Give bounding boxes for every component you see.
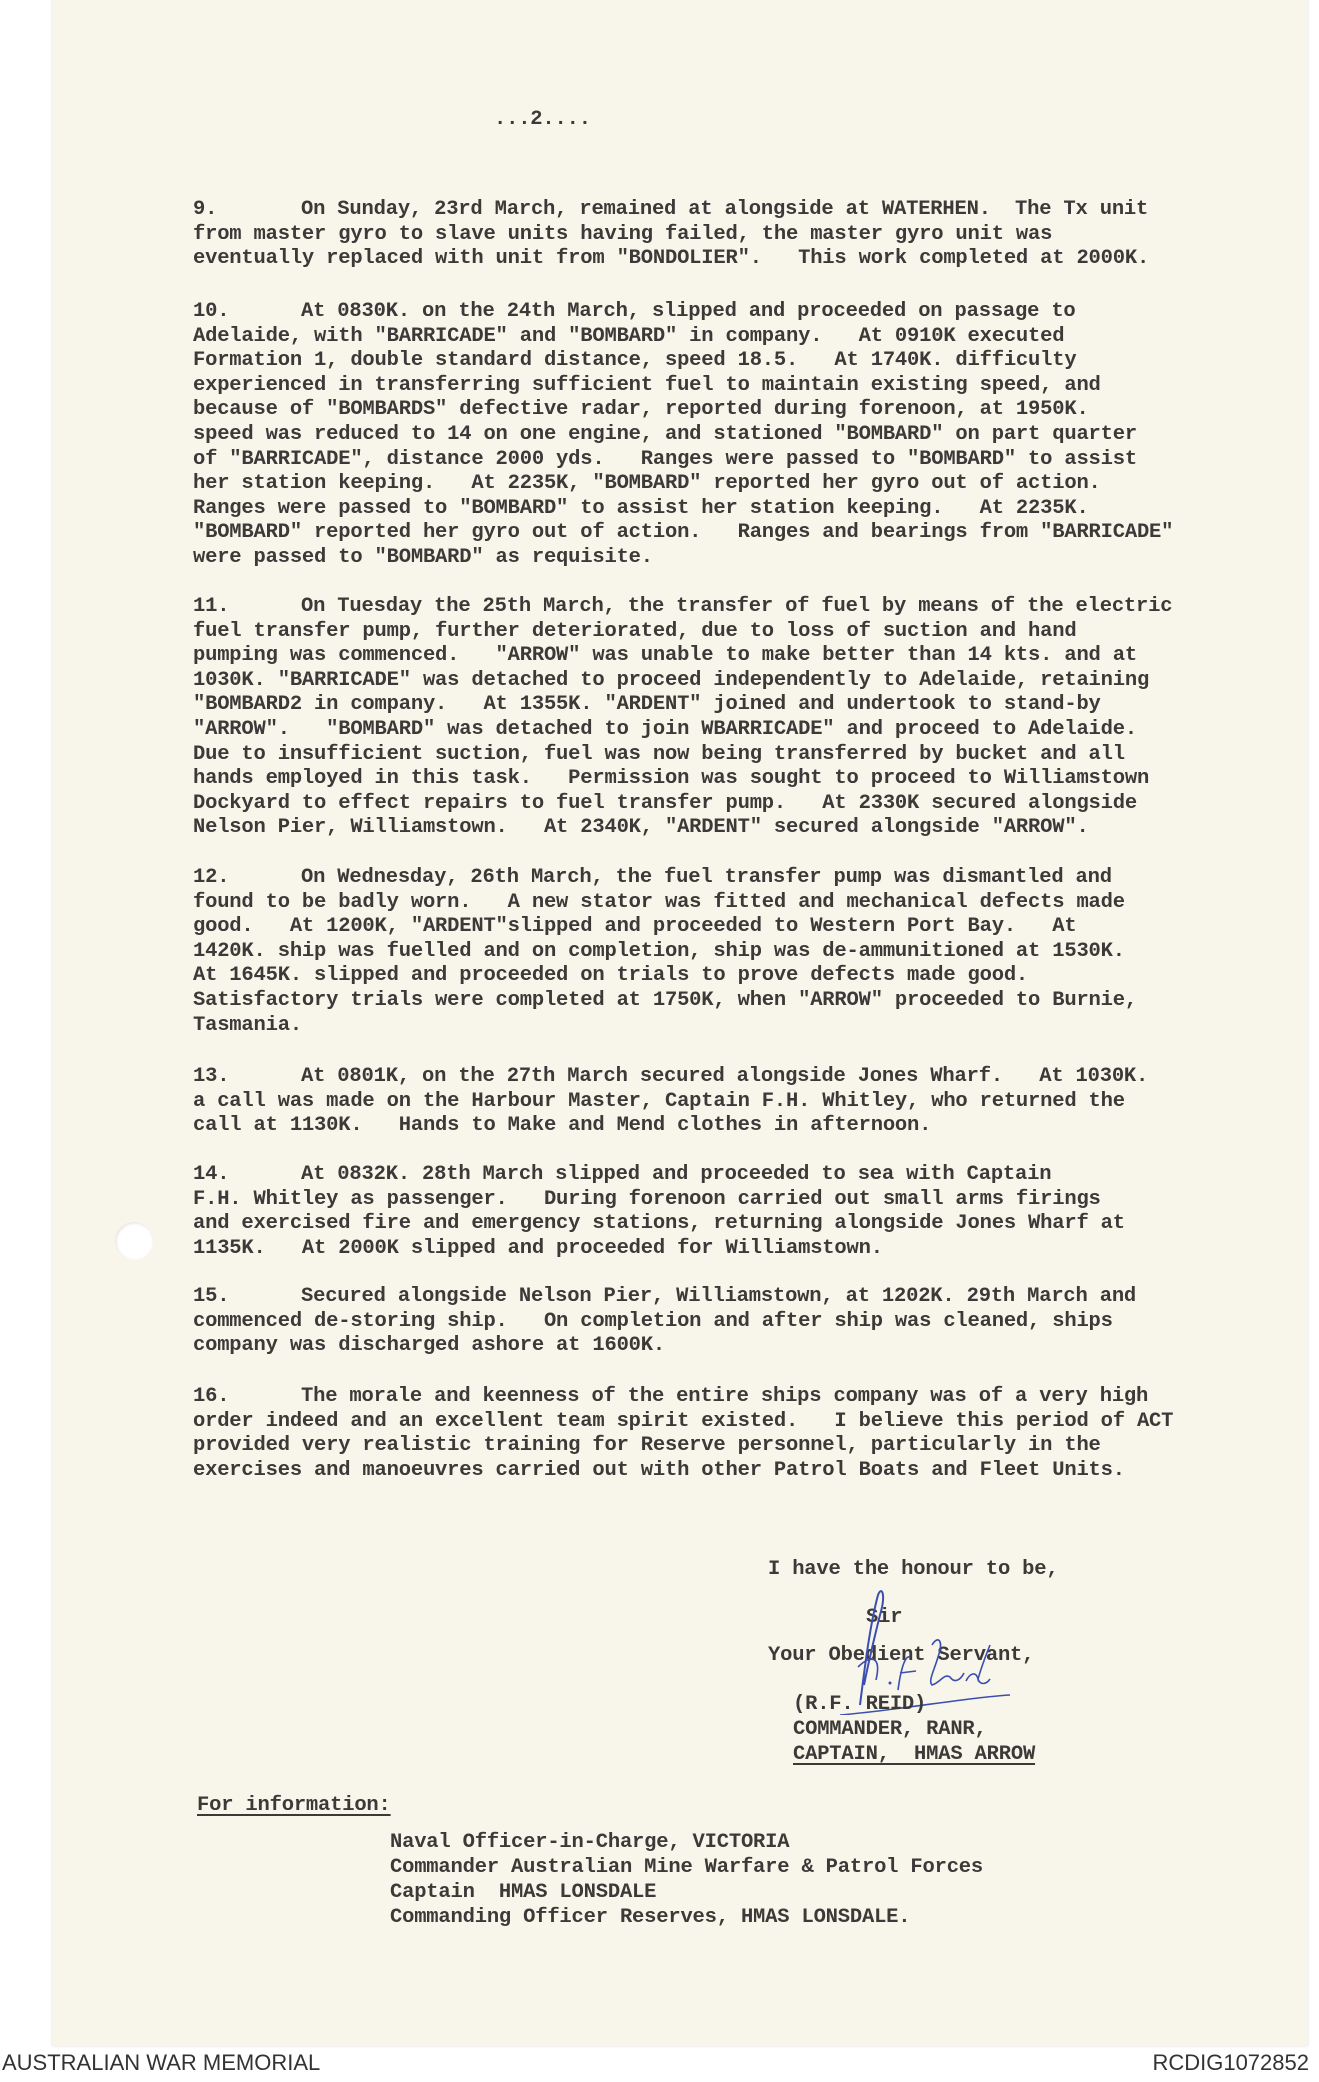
paragraph-line: pumping was commenced. "ARROW" was unable to make better than 14 kts. and at [193, 644, 1137, 668]
paragraph-10 [193, 300, 1173, 571]
paragraph-line: "BOMBARD2 in company. At 1355K. "ARDENT" joined and undertook to stand-by [193, 693, 1101, 717]
paragraph-line: found to be badly worn. A new stator was fitted and mechanical defects made [193, 890, 1125, 914]
paragraph-number: 11. [193, 595, 230, 618]
paragraph-12 [193, 866, 1137, 1038]
signatory-position: CAPTAIN, HMAS ARROW [793, 1743, 1036, 1766]
paragraph-line: fuel transfer pump, further deteriorated, due to loss of suction and hand [193, 619, 1077, 643]
paragraph-line: good. At 1200K, "ARDENT"slipped and proceeded to Western Port Bay. At [193, 915, 1077, 939]
paragraph-line: Formation 1, double standard distance, speed 18.5. At 1740K. difficulty [193, 349, 1077, 373]
paragraph-line: Adelaide, with "BARRICADE" and "BOMBARD" in company. At 0910K executed [193, 324, 1065, 348]
distribution-heading: For information: [197, 1794, 391, 1817]
paragraph-line: commenced de-storing ship. On completion and after ship was cleaned, ships [193, 1309, 1113, 1333]
paragraph-line [193, 866, 1137, 891]
distribution-recipient: Naval Officer-in-Charge, VICTORIA [390, 1831, 790, 1854]
paragraph-line: 1135K. At 2000K slipped and proceeded for Williamstown. [193, 1236, 883, 1260]
closing-sir: Sir [866, 1606, 903, 1629]
distribution-recipient: Commanding Officer Reserves, HMAS LONSDALE. [390, 1906, 911, 1929]
paragraph-line: a call was made on the Harbour Master, Captain F.H. Whitley, who returned the [193, 1089, 1125, 1113]
paragraph-line: F.H. Whitley as passenger. During forenoon carried out small arms firings [193, 1187, 1101, 1211]
paragraph-13 [193, 1065, 1148, 1139]
paragraph-line: 1420K. ship was fuelled and on completion, ship was de-ammunitioned at 1530K. [193, 939, 1125, 963]
paragraph-line: At 1645K. slipped and proceeded on trials to prove defects made good. [193, 964, 1029, 988]
paragraph-line: Nelson Pier, Williamstown. At 2340K, "ARDENT" secured alongside "ARROW". [193, 816, 1089, 840]
paragraph-line: "ARROW". "BOMBARD" was detached to join WBARRICADE" and proceed to Adelaide. [193, 717, 1137, 741]
paragraph-line: eventually replaced with unit from "BONDOLIER". This work completed at 2000K. [193, 247, 1150, 271]
paragraph-line: 1030K. "BARRICADE" was detached to proceed independently to Adelaide, retaining [193, 668, 1150, 692]
paragraph-number: 10. [193, 300, 230, 323]
paragraph-text: At 0830K. on the 24th March, slipped and proceeded on passage to [301, 300, 1076, 323]
paragraph-line: Dockyard to effect repairs to fuel transfer pump. At 2330K secured alongside [193, 791, 1137, 815]
paragraph-line: call at 1130K. Hands to Make and Mend clothes in afternoon. [193, 1114, 932, 1138]
paragraph-line: provided very realistic training for Reserve personnel, particularly in the [193, 1434, 1101, 1458]
paragraph-line: of "BARRICADE", distance 2000 yds. Ranges were passed to "BOMBARD" to assist [193, 447, 1137, 471]
paragraph-line: were passed to "BOMBARD" as requisite. [193, 545, 653, 569]
paragraph-line [193, 1065, 1148, 1090]
paragraph-line [193, 300, 1173, 325]
paragraph-text: On Tuesday the 25th March, the transfer of fuel by means of the electric [301, 595, 1173, 618]
footer-archive-name: AUSTRALIAN WAR MEMORIAL [2, 2050, 321, 2075]
paragraph-line [193, 1385, 1173, 1410]
paragraph-14 [193, 1163, 1125, 1261]
paragraph-line: speed was reduced to 14 on one engine, and stationed "BOMBARD" on part quarter [193, 422, 1137, 446]
paragraph-text: The morale and keenness of the entire ships company was of a very high [301, 1385, 1149, 1408]
paragraph-9 [193, 198, 1149, 272]
paragraph-line: order indeed and an excellent team spirit existed. I believe this period of ACT [193, 1409, 1174, 1433]
paragraph-number: 16. [193, 1385, 230, 1408]
closing-servant: Your Obedient Servant, [768, 1644, 1035, 1667]
paragraph-number: 15. [193, 1285, 230, 1308]
signatory-rank: COMMANDER, RANR, [793, 1718, 987, 1741]
paragraph-line [193, 1163, 1125, 1188]
paragraph-text: At 0801K, on the 27th March secured alongside Jones Wharf. At 1030K. [301, 1065, 1149, 1088]
paragraph-text: On Wednesday, 26th March, the fuel transfer pump was dismantled and [301, 866, 1112, 889]
closing-honour: I have the honour to be, [768, 1558, 1059, 1581]
punch-hole [115, 1222, 153, 1260]
paragraph-line [193, 198, 1149, 223]
paragraph-number: 14. [193, 1163, 230, 1186]
paragraph-line: exercises and manoeuvres carried out with other Patrol Boats and Fleet Units. [193, 1458, 1125, 1482]
paragraph-number: 9. [193, 198, 218, 221]
paragraph-line: Tasmania. [193, 1013, 302, 1037]
paragraph-line: Ranges were passed to "BOMBARD" to assist her station keeping. At 2235K. [193, 496, 1089, 520]
paragraph-line [193, 595, 1172, 620]
paragraph-line: experienced in transferring sufficient fuel to maintain existing speed, and [193, 373, 1101, 397]
distribution-recipient: Captain HMAS LONSDALE [390, 1881, 657, 1904]
paragraph-line: and exercised fire and emergency stations, returning alongside Jones Wharf at [193, 1212, 1125, 1236]
paragraph-number: 13. [193, 1065, 230, 1088]
paragraph-line: Satisfactory trials were completed at 1750K, when "ARROW" proceeded to Burnie, [193, 988, 1137, 1012]
paragraph-11 [193, 595, 1172, 841]
paragraph-line: her station keeping. At 2235K, "BOMBARD" reported her gyro out of action. [193, 472, 1101, 496]
paragraph-line: "BOMBARD" reported her gyro out of action. Ranges and bearings from "BARRICADE" [193, 521, 1174, 545]
paragraph-line: hands employed in this task. Permission was sought to proceed to Williamstown [193, 767, 1150, 791]
paragraph-line: Due to insufficient suction, fuel was now being transferred by bucket and all [193, 742, 1125, 766]
paragraph-line [193, 1285, 1136, 1310]
paragraph-16 [193, 1385, 1173, 1483]
distribution-recipient: Commander Australian Mine Warfare & Patrol Forces [390, 1856, 983, 1879]
signatory-name: (R.F. REID) [793, 1693, 927, 1716]
paragraph-text: On Sunday, 23rd March, remained at alongside at WATERHEN. The Tx unit [301, 198, 1149, 221]
footer-record-id: RCDIG1072852 [1152, 2050, 1309, 2075]
paragraph-text: Secured alongside Nelson Pier, Williamstown, at 1202K. 29th March and [301, 1285, 1137, 1308]
page-number: ...2.... [494, 108, 591, 131]
paragraph-number: 12. [193, 866, 230, 889]
paragraph-line: from master gyro to slave units having failed, the master gyro unit was [193, 222, 1053, 246]
paragraph-line: company was discharged ashore at 1600K. [193, 1334, 665, 1358]
paragraph-15 [193, 1285, 1136, 1359]
paragraph-line: because of "BOMBARDS" defective radar, reported during forenoon, at 1950K. [193, 398, 1089, 422]
paragraph-text: At 0832K. 28th March slipped and proceeded to sea with Captain [301, 1163, 1052, 1186]
